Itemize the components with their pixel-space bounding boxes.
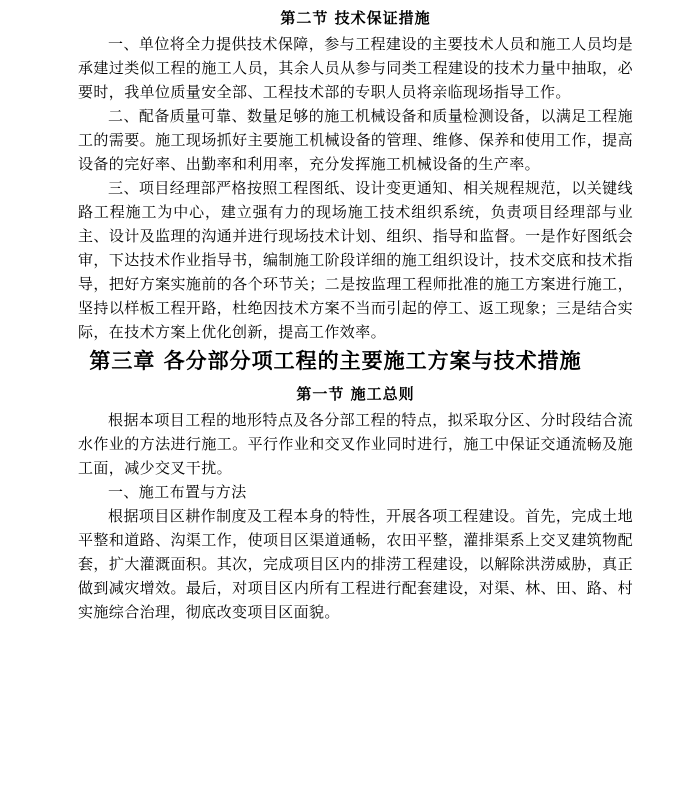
paragraph-3: 三、项目经理部严格按照工程图纸、设计变更通知、相关规程规范，以关键线路工程施工为中心，建立强有力的现场施工技术组织系统，负责项目经理部与业主、设计及监理的沟通并进行现场技术计划、组织、指导和监督。一是作好图纸会审，下达技术作业指导书，编制施工阶段详细的施工组织设计，技术交底和技术指导，把好方案实施前的各个环节关；二是按监理工程师批准的施工方案进行施工，坚持以样板工程开路，杜绝因技术方案不当而引起的停工、返工现象；三是结合实际，在技术方案上优化创新，提高工作效率。 [78, 179, 633, 341]
paragraph-1: 一、单位将全力提供技术保障，参与工程建设的主要技术人员和施工人员均是承建过类似工程的施工人员，其余人员从参与同类工程建设的技术力量中抽取，必要时，我单位质量安全部、工程技术部的专职人员将亲临现场指导工作。 [78, 35, 633, 101]
subsection-heading: 第一节 施工总则 [296, 385, 415, 403]
section-heading: 第二节 技术保证措施 [280, 9, 431, 27]
paragraph-2: 二、配备质量可靠、数量足够的施工机械设备和质量检测设备，以满足工程施工的需要。施工现场抓好主要施工机械设备的管理、维修、保养和使用工作，提高设备的完好率、出勤率和利用率，充分发挥施工机械设备的生产率。 [78, 107, 633, 173]
item-title: 一、施工布置与方法 [108, 483, 247, 501]
chapter-heading: 第三章 各分部分项工程的主要施工方案与技术措施 [89, 348, 582, 373]
item-body-paragraph: 根据项目区耕作制度及工程本身的特性，开展各项工程建设。首先，完成土地平整和道路、沟渠工作，使项目区渠道通畅，农田平整，灌排渠系上交叉建筑物配套，扩大灌溉面积。其次，完成项目区内的排涝工程建设，以解除洪涝威胁，真正做到减灾增效。最后，对项目区内所有工程进行配套建设，对渠、林、田、路、村实施综合治理，彻底改变项目区面貌。 [78, 507, 633, 621]
intro-paragraph: 根据本项目工程的地形特点及各分部工程的特点，拟采取分区、分时段结合流水作业的方法进行施工。平行作业和交叉作业同时进行，施工中保证交通流畅及施工面，减少交叉干扰。 [78, 411, 633, 477]
